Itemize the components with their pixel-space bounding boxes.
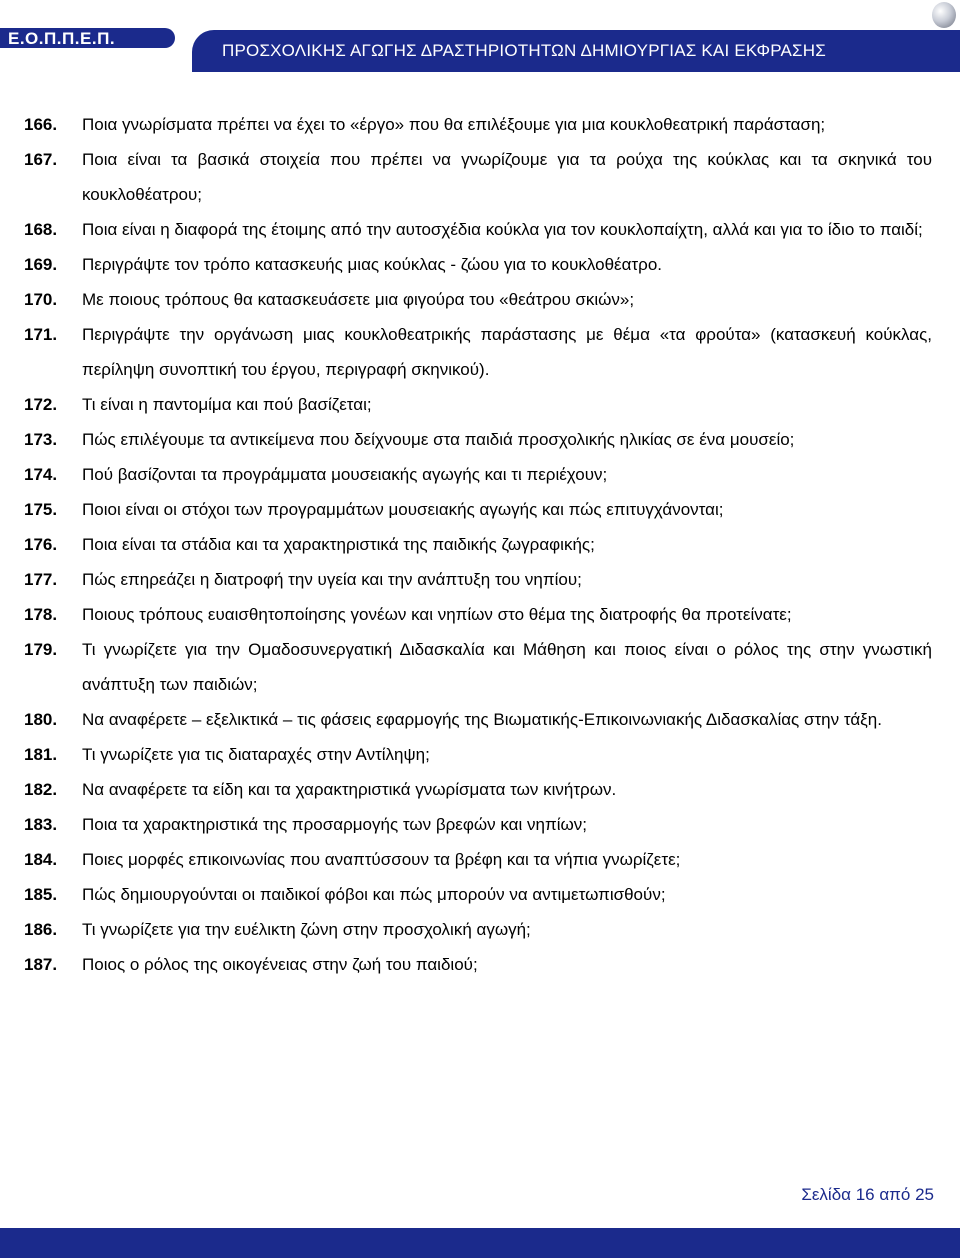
- header-title: ΠΡΟΣΧΟΛΙΚΗΣ ΑΓΩΓΗΣ ΔΡΑΣΤΗΡΙΟΤΗΤΩΝ ΔΗΜΙΟΥΡΓΙΑΣ ΚΑΙ ΕΚΦΡΑΣΗΣ: [222, 41, 826, 60]
- question-item: [0, 702, 960, 737]
- question-number: 182.: [24, 780, 58, 799]
- question-number: 172.: [24, 395, 58, 414]
- question-number: 168.: [24, 220, 58, 239]
- question-text: Ποιους τρόπους ευαισθητοποίησης γονέων και νηπίων στο θέμα της διατροφής θα προτείνατε;: [82, 605, 792, 624]
- question-number: 185.: [24, 885, 58, 904]
- question-item: [0, 562, 960, 597]
- question-text: Να αναφέρετε – εξελικτικά – τις φάσεις εφαρμογής της Βιωματικής-Επικοινωνιακής Διδασκαλίας στην τάξη.: [82, 710, 882, 729]
- question-text: Τι γνωρίζετε για την Ομαδοσυνεργατική Διδασκαλία και Μάθηση και ποιος είναι ο ρόλος της στην γνωστική ανάπτυξη των παιδιών;: [82, 640, 932, 694]
- question-text: Τι γνωρίζετε για την ευέλικτη ζώνη στην προσχολική αγωγή;: [82, 920, 531, 939]
- question-text: Πώς δημιουργούνται οι παιδικοί φόβοι και πώς μπορούν να αντιμετωπισθούν;: [82, 885, 666, 904]
- question-item: [0, 212, 960, 247]
- question-list: [0, 107, 960, 982]
- question-text: Με ποιους τρόπους θα κατασκευάσετε μια φιγούρα του «θεάτρου σκιών»;: [82, 290, 635, 309]
- question-text: Πού βασίζονται τα προγράμματα μουσειακής αγωγής και τι περιέχουν;: [82, 465, 608, 484]
- question-item: [0, 737, 960, 772]
- question-item: [0, 282, 960, 317]
- question-text: Περιγράψτε τον τρόπο κατασκευής μιας κούκλας - ζώου για το κουκλοθέατρο.: [82, 255, 663, 274]
- footer-band: [0, 1228, 960, 1258]
- question-number: 171.: [24, 325, 58, 344]
- question-number: 184.: [24, 850, 58, 869]
- page-number: Σελίδα 16 από 25: [801, 1185, 934, 1204]
- question-number: 179.: [24, 640, 58, 659]
- question-item: [0, 842, 960, 877]
- question-item: [0, 457, 960, 492]
- question-text: Περιγράψτε την οργάνωση μιας κουκλοθεατρικής παράστασης με θέμα «τα φρούτα» (κατασκευή κούκλας, περίληψη συνοπτική του έργου, περιγραφή σκηνικού).: [82, 325, 932, 379]
- question-text: Ποια είναι η διαφορά της έτοιμης από την αυτοσχέδια κούκλα για τον κουκλοπαίχτη, αλλά και για το ίδιο το παιδί;: [82, 220, 923, 239]
- question-item: [0, 387, 960, 422]
- question-text: Τι γνωρίζετε για τις διαταραχές στην Αντίληψη;: [82, 745, 430, 764]
- header-orb-icon: [932, 2, 956, 28]
- question-number: 181.: [24, 745, 58, 764]
- question-text: Τι είναι η παντομίμα και πού βασίζεται;: [82, 395, 372, 414]
- question-number: 176.: [24, 535, 58, 554]
- question-text: Να αναφέρετε τα είδη και τα χαρακτηριστικά γνωρίσματα των κινήτρων.: [82, 780, 617, 799]
- question-number: 187.: [24, 955, 58, 974]
- question-number: 186.: [24, 920, 58, 939]
- question-number: 170.: [24, 290, 58, 309]
- question-item: [0, 492, 960, 527]
- question-item: [0, 422, 960, 457]
- question-item: [0, 527, 960, 562]
- question-number: 166.: [24, 115, 58, 134]
- header-org-name: Ε.Ο.Π.Π.Ε.Π.: [8, 29, 116, 48]
- question-item: [0, 597, 960, 632]
- question-text: Ποια γνωρίσματα πρέπει να έχει το «έργο» που θα επιλέξουμε για μια κουκλοθεατρική παράσταση;: [82, 115, 826, 134]
- question-text: Ποιες μορφές επικοινωνίας που αναπτύσσουν τα βρέφη και τα νήπια γνωρίζετε;: [82, 850, 681, 869]
- question-number: 174.: [24, 465, 58, 484]
- question-item: [0, 912, 960, 947]
- question-number: 173.: [24, 430, 58, 449]
- question-number: 180.: [24, 710, 58, 729]
- question-number: 175.: [24, 500, 58, 519]
- question-text: Πώς επιλέγουμε τα αντικείμενα που δείχνουμε στα παιδιά προσχολικής ηλικίας σε ένα μουσείο;: [82, 430, 795, 449]
- question-item: [0, 317, 960, 387]
- question-text: Ποιοι είναι οι στόχοι των προγραμμάτων μουσειακής αγωγής και πώς επιτυγχάνονται;: [82, 500, 724, 519]
- question-text: Ποιος ο ρόλος της οικογένειας στην ζωή του παιδιού;: [82, 955, 478, 974]
- question-text: Ποια τα χαρακτηριστικά της προσαρμογής των βρεφών και νηπίων;: [82, 815, 587, 834]
- question-item: [0, 247, 960, 282]
- question-text: Ποια είναι τα βασικά στοιχεία που πρέπει να γνωρίζουμε για τα ρούχα της κούκλας και τα σκηνικά του κουκλοθέατρου;: [82, 150, 932, 204]
- question-item: [0, 772, 960, 807]
- question-text: Ποια είναι τα στάδια και τα χαρακτηριστικά της παιδικής ζωγραφικής;: [82, 535, 595, 554]
- question-number: 183.: [24, 815, 58, 834]
- question-item: [0, 877, 960, 912]
- question-item: [0, 807, 960, 842]
- page-header: [0, 0, 960, 72]
- question-item: [0, 947, 960, 982]
- question-number: 169.: [24, 255, 58, 274]
- question-item: [0, 107, 960, 142]
- question-text: Πώς επηρεάζει η διατροφή την υγεία και την ανάπτυξη του νηπίου;: [82, 570, 582, 589]
- question-number: 177.: [24, 570, 58, 589]
- question-number: 178.: [24, 605, 58, 624]
- question-item: [0, 632, 960, 702]
- question-number: 167.: [24, 150, 58, 169]
- question-item: [0, 142, 960, 212]
